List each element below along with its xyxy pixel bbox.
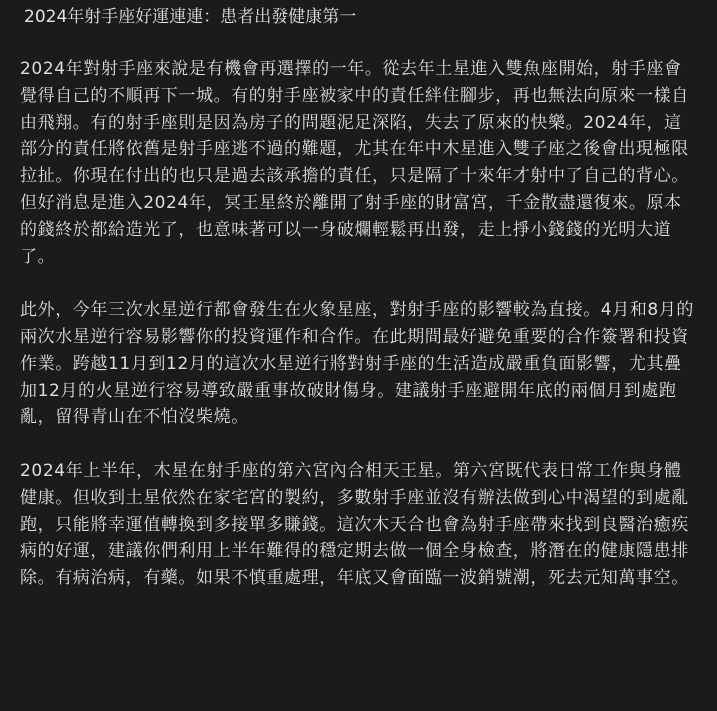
paragraph-3: 2024年上半年，木星在射手座的第六宮內合相天王星。第六宮既代表日常工作與身體健康。但收到土星依然在家宅宮的製約，多數射手座並沒有辦法做到心中渴望的到處亂跑，只能將幸運值轉換到多接單多賺錢。這次木天合也會為射手座帶來找到良醫治癒疾病的好運，建議你們利用上半年難得的穩定期去做一個全身檢查，將潛在的健康隱患排除。有病治病，有藥。如果不慎重處理，年底又會面臨一波銷號潮，死去元知萬事空。 [20,460,689,589]
paragraph-1: 2024年對射手座來說是有機會再選擇的一年。從去年土星進入雙魚座開始，射手座會覺得自己的不順再下一城。有的射手座被家中的責任絆住腳步，再也無法向原來一樣自由飛翔。有的射手座則是因為房子的問題泥足深陷，失去了原來的快樂。2024年，這部分的責任將依舊是射手座逃不過的難題，尤其在年中木星進入雙子座之後會出現極限拉扯。你現在付出的也只是過去該承擔的責任，只是隔了十來年才射中了自己的背心。但好消息是進入2024年，冥王星終於離開了射手座的財富宮，千金散盡還復來。原本的錢終於都給造光了，也意味著可以一身破爛輕鬆再出發，走上掙小錢錢的光明大道了。 [20,59,689,267]
article-body [20,56,699,592]
paragraph-2: 此外，今年三次水星逆行都會發生在火象星座，對射手座的影響較為直接。4月和8月的兩次水星逆行容易影響你的投資運作和合作。在此期間最好避免重要的合作簽署和投資作業。跨越11月到12月的這次水星逆行將對射手座的生活造成嚴重負面影響，尤其疊加12月的火星逆行容易導致嚴重事故破財傷身。建議射手座避開年底的兩個月到處跑亂，留得青山在不怕沒柴燒。 [20,300,695,428]
article-title: 2024年射手座好運連連：患者出發健康第一 [24,7,357,27]
